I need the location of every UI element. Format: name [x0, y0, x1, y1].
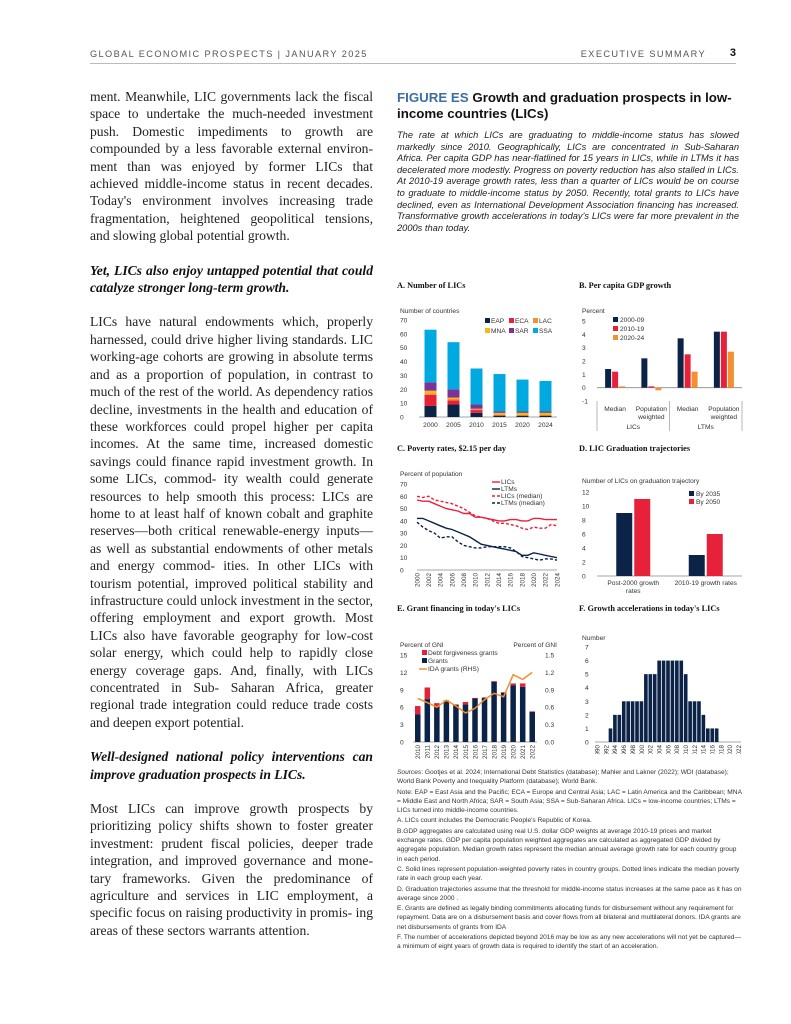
y-tick-label: 0	[400, 567, 404, 575]
x-tick-label: 2018	[519, 573, 527, 588]
legend-swatch	[485, 318, 490, 323]
legend-label: Debt forgiveness grants	[428, 650, 498, 657]
y-tick-label: 60	[400, 493, 408, 501]
y-tick-label: 3	[585, 698, 589, 706]
x-tick-label: 2002	[425, 573, 433, 588]
bar-segment-sar	[540, 411, 552, 412]
figure-box	[397, 90, 739, 234]
bar-debt-forgiveness	[520, 683, 526, 686]
x-tick-label: 2022	[542, 573, 550, 588]
body-paragraph: ment. Meanwhile, LIC governments lack the fiscal space to undertake the much-needed investment push. Domestic impediments to growth are compounded by a less favorable external environ- ment than was enjoyed by former LICs that achieved middle-income status in recent decades. Today's environment involves increasing trade fragmentation, heightened geopolitical tensions, and slowing global potential growth.	[90, 89, 373, 244]
bar-grants	[415, 714, 421, 742]
y-tick-label: 50	[400, 345, 408, 353]
figure-note: Note: EAP = East Asia and the Pacific; ECA = Europe and Central Asia; LAC = Latin America and the Caribbean; MNA = Middle East and North Africa; SAR = South Asia; SSA = Sub-Saharan Africa. LICs = low-income countries; LTMs = LICs turned into middle-income countries.	[397, 788, 742, 815]
bar-segment-eap	[425, 406, 437, 417]
legend-swatch	[422, 658, 427, 663]
y-tick-label: 6	[400, 704, 404, 712]
x-tick-label: 2008	[460, 573, 468, 588]
bar-segment-mna	[494, 413, 506, 414]
bar-grants	[520, 687, 526, 742]
x-tick-label: 1990	[594, 745, 602, 754]
bar-acceleration	[657, 661, 661, 742]
x-tick-label: 2006	[449, 573, 457, 588]
x-tick-label: 2018	[718, 745, 726, 754]
bar-debt-forgiveness	[415, 706, 421, 714]
legend-label: By 2050	[696, 499, 721, 506]
legend-label: By 2035	[696, 491, 721, 498]
legend-swatch	[533, 318, 538, 323]
bar-segment-ssa	[471, 369, 483, 405]
x-tick-label: Population	[708, 406, 740, 413]
bar-segment-sar	[471, 405, 483, 409]
y-tick-label: 12	[400, 669, 408, 677]
chart-d-graduation-trajectories	[579, 454, 749, 594]
y-tick-label: 12	[582, 489, 590, 497]
y-tick-label: 8	[582, 517, 586, 525]
x-tick-label: 2022	[529, 745, 537, 760]
bar-acceleration	[702, 715, 706, 742]
x-tick-label: 2010	[682, 745, 690, 754]
legend-label: LTMs	[501, 486, 517, 493]
x-tick-label: Median	[604, 406, 626, 413]
chart-title: E. Grant financing in today's LICs	[397, 604, 521, 613]
y-tick-label: 6	[585, 658, 589, 666]
legend-label: EAP	[491, 318, 505, 325]
y2-tick-label: 0.6	[545, 704, 555, 712]
bar-segment-ssa	[448, 342, 460, 389]
bar-acceleration	[697, 701, 701, 742]
lead-sentence: Yet, LICs also enjoy untapped potential that could catalyze stronger long-term growth.	[90, 262, 373, 296]
bar-segment-ssa	[494, 374, 506, 411]
bar-segment-mna	[448, 398, 460, 399]
x-tick-label: 2024	[554, 573, 562, 588]
bar-by-2035	[689, 555, 705, 576]
panel-c	[397, 444, 562, 599]
y-axis-label: Percent of GNI	[400, 642, 444, 649]
y-tick-label: 30	[400, 372, 408, 380]
bar-acceleration	[613, 715, 617, 742]
x-tick-label: Population	[635, 406, 667, 413]
bar-segment-sar	[494, 411, 506, 412]
y-tick-label: 4	[582, 545, 586, 553]
bar-acceleration	[626, 701, 630, 742]
y2-tick-label: 1.5	[545, 652, 555, 660]
chart-title: B. Per capita GDP growth	[579, 281, 672, 290]
bar-segment-eap	[448, 405, 460, 417]
bar-acceleration	[609, 728, 613, 742]
y-tick-label: 5	[585, 671, 589, 679]
body-text-column	[90, 88, 373, 956]
legend-label: IDA grants (RHS)	[428, 666, 479, 673]
bar-grants	[463, 704, 469, 742]
y-tick-label: 10	[582, 503, 590, 511]
x-tick-label: 2012	[484, 573, 492, 588]
bar-debt-forgiveness	[463, 702, 469, 704]
legend-label: 2000-09	[620, 317, 645, 324]
bar-2020-24	[728, 352, 734, 388]
bar-2020-24	[692, 372, 698, 388]
y-tick-label: 2	[582, 559, 586, 567]
x-tick-label: 2008	[674, 745, 682, 754]
y-tick-label: 2	[585, 712, 589, 720]
bar-by-2035	[616, 513, 632, 576]
legend-label: 2010-19	[620, 326, 645, 333]
bar-2000-09	[641, 358, 647, 387]
y-axis-label: Number	[582, 635, 606, 642]
bar-debt-forgiveness	[510, 683, 516, 685]
x-tick-label: weighted	[710, 414, 738, 421]
legend-swatch	[689, 491, 694, 496]
y-tick-label: 0	[400, 414, 404, 422]
x-tick-label: 2014	[453, 745, 461, 760]
bar-grants	[529, 712, 535, 742]
bar-segment-lac	[448, 399, 460, 400]
y-axis-label: Percent of population	[400, 471, 463, 478]
y-tick-label: 3	[400, 722, 404, 730]
body-paragraph: LICs have natural endowments which, properly harnessed, could drive higher living standards. LIC working-age cohorts are growing in absolute terms and as a proportion of population, in contrast to much of the rest of the world. As dependency ratios decline, investments in the health and education of these workforces could propel higher per capita incomes. At the same time, increased domestic savings could finance rapid investment growth. In some LICs, commod- ity wealth could generate resources to help smooth this process: LICs are home to at least half of known cobalt and graphite reserves—both critical renewable-energy inputs—as well as substantial endowments of other metals and energy commod- ities. In other LICs with tourism potential, improved political stability and infrastructure could unlock investment in the sector, offering employment and export growth. Most LICs also have favorable geography for low-cost solar energy, which could help to rapidly close energy coverage gaps. And, finally, with LICs concentrated in Sub- Saharan Africa, greater regional trade integration could reduce trade costs and deepen export potential.	[90, 314, 373, 730]
bar-by-2050	[707, 534, 723, 576]
y2-tick-label: 0.9	[545, 687, 555, 695]
legend-label: 2020-24	[620, 335, 645, 342]
x-tick-label: 2015	[492, 422, 507, 429]
group-label: LTMs	[697, 424, 714, 431]
y-axis-label: Number of countries	[400, 308, 460, 315]
panel-e	[397, 604, 562, 769]
x-tick-label: 2014	[495, 573, 503, 588]
legend-swatch	[613, 326, 618, 331]
figure-note: D. Graduation trajectories assume that the threshold for middle-income status increases at the same pace as it has on average since 2000 .	[397, 885, 742, 902]
y2-tick-label: 0.0	[545, 739, 555, 747]
chart-title: A. Number of LICs	[397, 281, 466, 290]
panel-f	[579, 604, 744, 759]
bar-segment-lac	[471, 409, 483, 410]
y-tick-label: 70	[400, 481, 408, 489]
chart-f-growth-accelerations	[579, 614, 749, 754]
bar-segment-eca	[425, 395, 437, 406]
bar-debt-forgiveness	[472, 698, 478, 699]
legend-label: SSA	[539, 328, 553, 335]
group-label: LICs	[626, 424, 641, 431]
publication-title: GLOBAL ECONOMIC PROSPECTS | JANUARY 2025	[90, 49, 368, 59]
y-tick-label: 40	[400, 359, 408, 367]
bar-segment-sar	[517, 411, 529, 412]
x-tick-label: 2004	[656, 745, 664, 754]
y-tick-label: 20	[400, 386, 408, 394]
bar-segment-lac	[425, 393, 437, 394]
figure-notes	[397, 768, 742, 953]
legend-swatch	[422, 650, 427, 655]
bar-acceleration	[635, 701, 639, 742]
chart-title: C. Poverty rates, $2.15 per day	[397, 444, 507, 453]
chart-title: D. LIC Graduation trajectories	[579, 444, 691, 453]
y-tick-label: 0	[582, 573, 586, 581]
figure-note: F. The number of accelerations depicted beyond 2016 may be low as any new accelerations will not yet be captured—a minimum of eight years of growth data is required to identify the start of an acceleration.	[397, 934, 742, 951]
chart-c-poverty-rates	[397, 454, 567, 594]
bar-2010-19	[612, 372, 618, 388]
x-tick-label: 2016	[472, 745, 480, 760]
x-tick-label: 2013	[443, 745, 451, 760]
bar-grants	[434, 706, 440, 742]
panel-b	[579, 281, 744, 436]
y2-tick-label: 1.2	[545, 669, 555, 677]
bar-grants	[425, 699, 431, 742]
bar-grants	[472, 699, 478, 743]
x-tick-label: 2018	[491, 745, 499, 760]
y-tick-label: 7	[585, 644, 589, 652]
x-tick-label: 2012	[691, 745, 699, 754]
bar-segment-ssa	[517, 380, 529, 412]
chart-title: F. Growth accelerations in today's LICs	[579, 604, 720, 613]
bar-acceleration	[618, 715, 622, 742]
legend-label: Grants	[428, 658, 448, 665]
y-tick-label: 2	[582, 358, 586, 366]
bar-2020-24	[655, 388, 661, 391]
bar-segment-lac	[494, 414, 506, 415]
y-tick-label: 4	[585, 685, 589, 693]
bar-2020-24	[619, 386, 625, 387]
y-tick-label: 5	[582, 318, 586, 326]
y-tick-label: 20	[400, 542, 408, 550]
y-tick-label: 30	[400, 530, 408, 538]
x-tick-label: 2021	[519, 745, 527, 760]
x-tick-label: 2020	[515, 422, 530, 429]
figure-title	[397, 90, 739, 122]
bar-segment-eap	[494, 416, 506, 417]
bar-acceleration	[640, 701, 644, 742]
figure-label: FIGURE ES	[397, 90, 469, 105]
bar-acceleration	[644, 674, 648, 742]
x-tick-label: 2000	[638, 745, 646, 754]
legend-swatch	[689, 499, 694, 504]
bar-acceleration	[662, 661, 666, 742]
chart-a-number-of-lics	[397, 291, 567, 431]
bar-acceleration	[631, 701, 635, 742]
bar-acceleration	[693, 701, 697, 742]
page-number: 3	[729, 47, 736, 59]
y-tick-label: 0	[400, 739, 404, 747]
legend-swatch	[613, 317, 618, 322]
y2-tick-label: 0.3	[545, 722, 555, 730]
figure-note: B.GDP aggregates are calculated using real U.S. dollar GDP weights at average 2010-19 prices and market exchange rates. GDP per capita population weighted aggregates are calculated as aggregated GDP divided by aggregate population. Median growth rates represent the median annual average growth rate for each country group in each period.	[397, 827, 737, 863]
section-title: EXECUTIVE SUMMARY	[580, 49, 706, 59]
bar-acceleration	[622, 701, 626, 742]
bar-debt-forgiveness	[529, 711, 535, 712]
x-tick-label: 2015	[462, 745, 470, 760]
y-tick-label: 70	[400, 317, 408, 325]
legend-label: ECA	[515, 318, 529, 325]
legend-swatch	[509, 328, 514, 333]
legend-swatch	[533, 328, 538, 333]
bar-acceleration	[706, 728, 710, 742]
panel-a	[397, 281, 562, 436]
y-tick-label: 40	[400, 518, 408, 526]
panel-d	[579, 444, 744, 599]
bar-2010-19	[685, 354, 691, 387]
bar-2010-19	[648, 386, 654, 387]
x-tick-label: 1996	[621, 745, 629, 754]
x-tick-label: 1994	[612, 745, 620, 754]
x-tick-label: 2017	[481, 745, 489, 760]
y-tick-label: 60	[400, 331, 408, 339]
x-tick-label: 2002	[647, 745, 655, 754]
x-tick-label: weighted	[638, 414, 665, 421]
legend-swatch	[485, 328, 490, 333]
legend-label: LICs (median)	[501, 493, 543, 500]
bar-2000-09	[678, 338, 684, 387]
bar-segment-sar	[425, 382, 437, 390]
bar-acceleration	[671, 661, 675, 742]
bar-segment-eca	[448, 400, 460, 404]
x-tick-label: 2020	[510, 745, 518, 760]
y-tick-label: 4	[582, 331, 586, 339]
legend-label: LICs	[501, 479, 515, 486]
legend-label: LAC	[539, 318, 552, 325]
bar-2000-09	[714, 332, 720, 388]
x-tick-label: 2012	[434, 745, 442, 760]
bar-segment-eap	[471, 413, 483, 417]
x-tick-label: 2020	[727, 745, 735, 754]
lead-sentence: Well-designed national policy interventions can improve graduation prospects in LICs.	[90, 749, 373, 782]
figure-note: C. Solid lines represent population-weighted poverty rates in country groups. Dotted lines indicate the median poverty rate in each group each year.	[397, 865, 740, 883]
y2-axis-label: Percent of GNI	[513, 642, 557, 649]
x-tick-label: 2005	[446, 422, 461, 429]
bar-debt-forgiveness	[425, 687, 431, 699]
x-tick-label: 2010	[469, 422, 484, 429]
y-tick-label: 6	[582, 531, 586, 539]
body-paragraph: Most LICs can improve growth prospects by prioritizing policy shifts shown to foster greater investment: prudent fiscal policies, deeper trade integration, and improved governance and mone- tary frameworks. Given the predominance of agriculture and services in LIC employment, a specific focus on raising productivity in promis- ing areas of these sectors warrants attention.	[90, 801, 373, 938]
bar-acceleration	[648, 674, 652, 742]
bar-grants	[482, 698, 488, 742]
y-tick-label: 9	[400, 687, 404, 695]
x-tick-label: rates	[625, 588, 641, 594]
bar-grants	[510, 685, 516, 742]
legend-label: LTMs (median)	[501, 500, 545, 507]
figure-description: The rate at which LICs are graduating to middle-income status has slowed markedly since 2010. Geographically, LICs are concentrated in Sub-Saharan Africa. Per capita GDP has near-flatlined for 15 years in LICs, while in LTMs it has decelerated more modestly. Progress on poverty reduction has also stalled in LICs. At 2010-19 average growth rates, less than a quarter of LICs would be on course to graduate to middle-income status by 2050. Recently, total grants to LICs have declined, even as International Development Association financing has increased. Transformative growth accelerations in today's LICs were far more prevalent in the 2000s than today.	[397, 130, 739, 233]
x-tick-label: 2011	[424, 745, 432, 759]
y-tick-label: 0	[585, 739, 589, 747]
x-tick-label: 2014	[700, 745, 708, 754]
x-tick-label: Post-2000 growth	[607, 580, 660, 587]
x-tick-label: 2010	[472, 573, 480, 588]
x-tick-label: 2006	[665, 745, 673, 754]
y-tick-label: 3	[582, 345, 586, 353]
x-tick-label: 2010	[415, 745, 423, 760]
x-tick-label: 2022	[736, 745, 744, 754]
bar-segment-eca	[471, 410, 483, 413]
figure-title-text: Growth and graduation prospects in low-income countries (LICs)	[397, 90, 732, 121]
y-tick-label: 1	[585, 725, 589, 733]
bar-acceleration	[688, 701, 692, 742]
y-tick-label: 1	[582, 371, 586, 379]
bar-acceleration	[679, 661, 683, 742]
x-tick-label: 2020	[530, 573, 538, 588]
note-lead: Sources	[397, 769, 422, 776]
x-tick-label: 1992	[603, 745, 611, 754]
y-tick-label: 10	[400, 400, 408, 408]
bar-by-2050	[634, 499, 650, 576]
bar-segment-mna	[425, 391, 437, 394]
legend-label: SAR	[515, 328, 529, 335]
bar-acceleration	[653, 674, 657, 742]
x-tick-label: 2000	[414, 573, 422, 588]
x-tick-label: 2010-19 growth rates	[674, 580, 737, 587]
bar-acceleration	[684, 674, 688, 742]
legend-label: MNA	[491, 328, 506, 335]
bar-debt-forgiveness	[491, 681, 497, 682]
bar-segment-ssa	[425, 330, 437, 383]
bar-2000-09	[605, 369, 611, 388]
bar-acceleration	[666, 661, 670, 742]
figure-note: Sources: Gootjes et al. 2024; International Debt Statistics (database); Mahler and Lakner (2022); WDI (database); World Bank Poverty and Inequality Platform (database); World Bank.	[397, 769, 729, 786]
bar-segment-eap	[517, 416, 529, 417]
y-tick-label: 0	[582, 385, 586, 393]
y-tick-label: 10	[400, 555, 408, 563]
y-tick-label: 50	[400, 506, 408, 514]
chart-b-per-capita-gdp-growth	[579, 291, 749, 431]
bar-grants	[444, 701, 450, 742]
series-line-ltms	[417, 518, 557, 557]
x-tick-label: 2004	[437, 573, 445, 588]
y-axis-label: Number of LICs on graduation trajectory	[582, 478, 700, 485]
y-tick-label: -1	[582, 398, 588, 406]
bar-2010-19	[721, 332, 727, 388]
x-tick-label: 2019	[500, 745, 508, 760]
bar-segment-eap	[540, 416, 552, 417]
x-tick-label: 1998	[629, 745, 637, 754]
bar-acceleration	[715, 728, 719, 742]
bar-grants	[453, 705, 459, 742]
bar-grants	[501, 693, 507, 742]
bar-acceleration	[675, 661, 679, 742]
x-tick-label: 2024	[538, 422, 553, 429]
bar-segment-ssa	[540, 381, 552, 411]
running-header	[90, 47, 736, 64]
bar-grants	[491, 682, 497, 742]
y-tick-label: 15	[400, 652, 408, 660]
bar-segment-mna	[540, 413, 552, 416]
x-tick-label: Median	[676, 406, 699, 413]
x-tick-label: 2000	[423, 422, 438, 429]
legend-swatch	[613, 335, 618, 340]
figure-note: E. Grants are defined as legally binding commitments allocating funds for disbursement without any requirement for repayment. Data are on a disbursement basis and cover flows from all bilateral and multilateral donors. IDA grants are net disbursements of grants from IDA	[397, 905, 741, 931]
x-tick-label: 2016	[709, 745, 717, 754]
chart-e-grant-financing	[397, 614, 567, 764]
bar-segment-mna	[517, 413, 529, 416]
bar-segment-sar	[448, 389, 460, 397]
x-tick-label: 2016	[507, 573, 515, 588]
y-axis-label: Percent	[582, 308, 605, 315]
legend-swatch	[509, 318, 514, 323]
bar-acceleration	[710, 728, 714, 742]
figure-note: A. LICs count includes the Democratic People's Republic of Korea.	[397, 817, 592, 825]
